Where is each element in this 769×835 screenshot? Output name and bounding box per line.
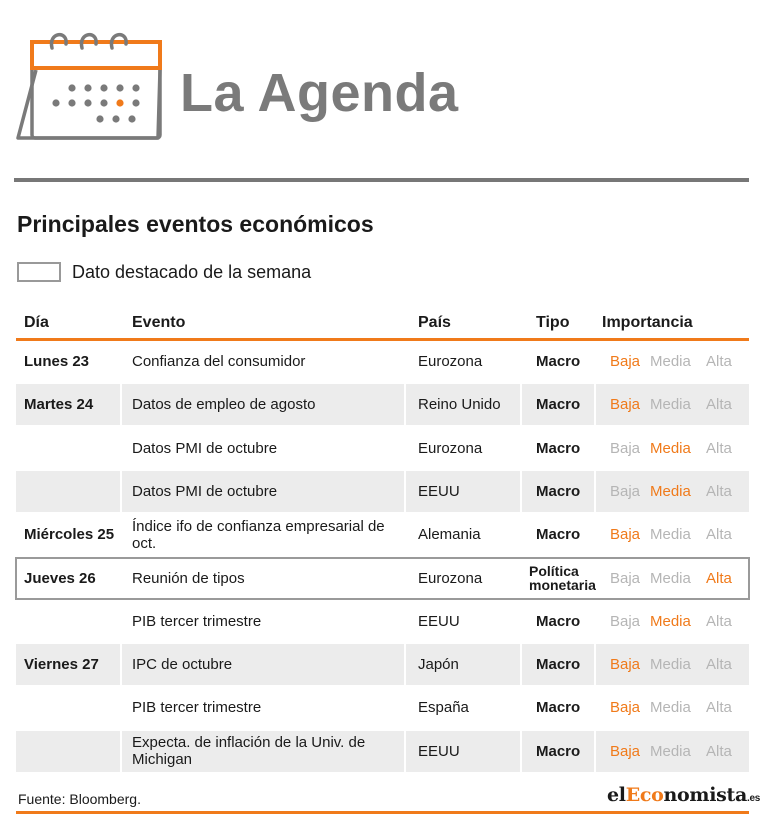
country-cell: Reino Unido bbox=[406, 384, 520, 425]
importance-medium: Media bbox=[650, 526, 691, 544]
table-row bbox=[16, 601, 749, 642]
column-header-day: Día bbox=[24, 314, 49, 331]
importance-low: Baja bbox=[610, 699, 641, 717]
importance-high: Alta bbox=[706, 612, 732, 630]
type-cell: Macro bbox=[522, 644, 594, 685]
event-cell: PIB tercer trimestre bbox=[132, 612, 262, 630]
importance-medium: Media bbox=[650, 353, 691, 370]
type-cell: Política monetaria bbox=[529, 563, 596, 593]
day-cell bbox=[16, 428, 120, 469]
day-cell bbox=[16, 731, 120, 772]
country-cell: España bbox=[418, 699, 469, 717]
importance-cell bbox=[596, 558, 749, 599]
legend-label: Dato destacado de la semana bbox=[72, 262, 312, 282]
importance-high: Alta bbox=[706, 569, 732, 587]
table-header bbox=[16, 310, 749, 338]
table-row bbox=[16, 428, 749, 469]
table-row bbox=[16, 384, 749, 425]
day-cell: Jueves 26 bbox=[24, 569, 96, 587]
importance-low: Baja bbox=[610, 439, 641, 457]
importance-low: Baja bbox=[610, 612, 641, 630]
day-cell: Miércoles 25 bbox=[24, 526, 115, 544]
page-title: La Agenda bbox=[180, 63, 459, 123]
importance-low: Baja bbox=[610, 396, 641, 414]
importance-cell bbox=[596, 428, 749, 469]
importance-low: Baja bbox=[610, 569, 641, 587]
importance-cell bbox=[596, 384, 749, 425]
importance-cell bbox=[596, 514, 749, 555]
source-note: Fuente: Bloomberg. bbox=[18, 791, 141, 807]
importance-high: Alta bbox=[706, 439, 732, 457]
type-cell: Macro bbox=[536, 439, 581, 457]
importance-high: Alta bbox=[706, 396, 732, 414]
importance-low: Baja bbox=[610, 482, 641, 500]
legend-swatch bbox=[17, 262, 61, 282]
type-cell: Macro bbox=[522, 471, 594, 512]
brand-logo: elEconomista.es bbox=[607, 784, 761, 806]
importance-low: Baja bbox=[610, 526, 641, 544]
importance-medium: Media bbox=[650, 439, 691, 457]
country-cell: Eurozona bbox=[418, 353, 483, 370]
type-cell: Macro bbox=[536, 612, 581, 630]
column-header-type: Tipo bbox=[536, 314, 570, 331]
importance-high: Alta bbox=[706, 482, 732, 500]
day-cell: Lunes 23 bbox=[24, 353, 90, 370]
column-header-event: Evento bbox=[132, 314, 186, 331]
importance-cell bbox=[596, 601, 749, 642]
table-row bbox=[16, 471, 749, 512]
country-cell: Alemania bbox=[418, 526, 481, 544]
country-cell: EEUU bbox=[406, 731, 520, 772]
table-row bbox=[16, 341, 749, 382]
importance-medium: Media bbox=[650, 612, 691, 630]
event-cell: PIB tercer trimestre bbox=[132, 699, 262, 717]
importance-high: Alta bbox=[706, 353, 732, 370]
column-header-country: País bbox=[418, 314, 451, 331]
event-cell: Confianza del consumidor bbox=[132, 353, 306, 370]
event-cell: Datos PMI de octubre bbox=[122, 471, 404, 512]
type-cell: Macro bbox=[536, 526, 581, 544]
importance-high: Alta bbox=[706, 699, 732, 717]
type-cell: Macro bbox=[522, 731, 594, 772]
day-cell: Viernes 27 bbox=[16, 644, 120, 685]
day-cell bbox=[16, 471, 120, 512]
day-cell bbox=[16, 687, 120, 728]
event-cell: Expecta. de inflación de la Univ. de Michigan bbox=[122, 731, 404, 772]
type-cell: Macro bbox=[522, 384, 594, 425]
importance-high: Alta bbox=[706, 526, 732, 544]
importance-high: Alta bbox=[706, 742, 732, 760]
section-subtitle: Principales eventos económicos bbox=[17, 211, 374, 237]
table-row bbox=[16, 687, 749, 728]
country-cell: EEUU bbox=[406, 471, 520, 512]
importance-low: Baja bbox=[610, 353, 641, 370]
importance-low: Baja bbox=[610, 656, 641, 674]
table-row-highlighted bbox=[16, 558, 749, 599]
type-cell: Macro bbox=[536, 353, 581, 370]
event-cell: Datos de empleo de agosto bbox=[122, 384, 404, 425]
column-header-importance: Importancia bbox=[602, 314, 693, 331]
country-cell: Eurozona bbox=[418, 569, 483, 587]
importance-medium: Media bbox=[650, 396, 691, 414]
country-cell: EEUU bbox=[418, 612, 460, 630]
event-cell: Reunión de tipos bbox=[132, 569, 245, 587]
day-cell: Martes 24 bbox=[16, 384, 120, 425]
importance-cell bbox=[596, 471, 749, 512]
importance-medium: Media bbox=[650, 656, 691, 674]
type-cell: Macro bbox=[536, 699, 581, 717]
importance-high: Alta bbox=[706, 656, 732, 674]
importance-medium: Media bbox=[650, 569, 691, 587]
table-row bbox=[16, 644, 749, 685]
day-cell bbox=[16, 601, 120, 642]
importance-medium: Media bbox=[650, 482, 691, 500]
importance-low: Baja bbox=[610, 742, 641, 760]
importance-cell bbox=[596, 644, 749, 685]
country-cell: Japón bbox=[406, 644, 520, 685]
table-row bbox=[16, 731, 749, 772]
importance-cell bbox=[596, 687, 749, 728]
importance-medium: Media bbox=[650, 742, 691, 760]
importance-cell bbox=[596, 731, 749, 772]
event-cell: Datos PMI de octubre bbox=[132, 439, 278, 457]
footer-accent-rule bbox=[16, 811, 749, 814]
importance-cell bbox=[596, 341, 749, 382]
importance-medium: Media bbox=[650, 699, 691, 717]
header-divider bbox=[14, 178, 749, 182]
event-cell: IPC de octubre bbox=[122, 644, 404, 685]
calendar-icon bbox=[14, 28, 164, 146]
table-row bbox=[16, 514, 749, 555]
event-cell: Índice ifo de confianza empresarial de oct. bbox=[132, 517, 385, 552]
country-cell: Eurozona bbox=[418, 439, 483, 457]
